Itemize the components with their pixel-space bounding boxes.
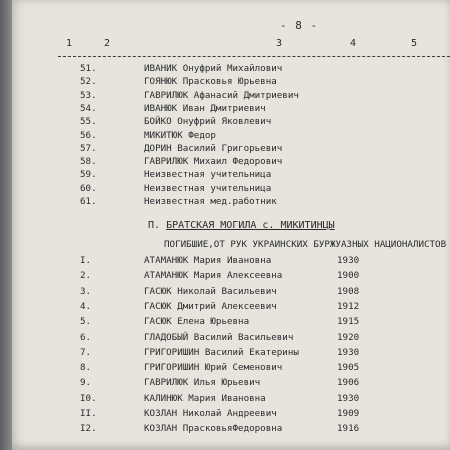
row-number: 4. [80,300,92,312]
row-number: II. [80,408,97,419]
row-number: 60. [80,182,97,194]
row-year: 1930 [337,255,360,266]
row-number: 9. [80,377,92,389]
row-name: ГАВРИЛЮК Афанасий Дмитриевич [144,89,299,101]
section-prefix: П. [148,220,161,231]
row-number: 56. [80,129,97,141]
row-year: 1916 [337,423,360,435]
row-number: 8. [80,362,92,374]
row-year: 1930 [337,392,360,404]
row-name: АТАМАНЮК Мария Алексеевна [144,270,283,282]
row-name: Неизвестная мед.работник [144,196,277,207]
row-year: 1906 [337,377,360,389]
column-header-1: 1 [66,38,73,49]
page-number: - 8 - [280,19,319,32]
row-number: 51. [80,63,97,74]
row-name: ГОЯНЮК Прасковья Юрьевна [144,76,277,88]
row-year: 1912 [337,300,360,312]
column-header-3: 3 [276,38,283,49]
row-year: 1915 [337,316,360,328]
row-name: ГАСЮК Елена Юрьевна [144,316,250,328]
row-name: ДОРИН Василий Григорьевич [144,142,283,154]
row-name: ГАВРИЛЮК Михаил Федорович [144,156,283,168]
column-header-5: 5 [411,38,418,49]
row-number: I0. [80,392,97,404]
row-number: 57. [80,142,97,154]
row-number: 2. [80,270,92,282]
row-name: КАЛИНЮК Мария Ивановна [144,392,266,404]
section-subtitle: ПОГИБШИЕ,ОТ РУК УКРАИНСКИХ БУРЖУАЗНЫХ НАЦИОНАЛИСТОВ [164,239,447,250]
row-number: 3. [80,285,92,297]
table-header [58,38,450,56]
row-name: ГЛАДОБЫЙ Василий Васильевич [144,331,294,343]
row-year: 1905 [337,362,360,374]
row-number: 54. [80,102,97,114]
row-name: ГАСЮК Дмитрий Алексеевич [144,300,277,312]
row-number: 53. [80,89,97,101]
row-name: Неизвестная учительница [144,182,272,194]
row-year: 1920 [337,331,360,343]
row-year: 1900 [337,270,360,282]
row-name: ИВАНИК Онуфрий Михайлович [144,63,283,74]
row-name: ГРИГОРИШИН Юрий Семенович [144,362,283,374]
row-number: 59. [80,169,97,181]
row-number: I. [80,255,92,266]
binding-edge [0,0,12,450]
row-name: ИВАНЮК Иван Дмитриевич [144,102,266,114]
row-name: БОЙКО Онуфрий Яковлевич [144,116,272,128]
row-number: 5. [80,316,92,328]
row-name: ГАВРИЛЮК Илья Юрьевич [144,377,261,389]
section-heading: БРАТСКАЯ МОГИЛА с. МИКИТИНЦЫ [166,220,335,231]
column-header-2: 2 [104,38,111,49]
row-number: 61. [80,196,97,207]
row-name: ГРИГОРИШИН Василий Екатерины [144,346,299,358]
row-name: КОЗЛАН Николай Андреевич [144,408,277,419]
row-year: 1930 [337,346,360,358]
row-number: 7. [80,346,92,358]
row-number: 58. [80,156,97,168]
row-name: Неизвестная учительница [144,169,272,181]
row-name: КОЗЛАН ПрасковьяФедоровна [144,423,283,435]
row-number: 52. [80,76,97,88]
document-page [10,0,450,450]
row-number: I2. [80,423,97,435]
row-name: МИКИТЮК Федор [144,129,216,141]
row-year: 1909 [337,408,360,419]
row-number: 55. [80,116,97,128]
section-title [148,220,335,231]
row-name: ГАСЮК Николай Васильевич [144,285,277,297]
row-year: 1908 [337,285,360,297]
header-divider [58,56,450,57]
column-header-4: 4 [350,38,357,49]
row-name: АТАМАНЮК Мария Ивановна [144,255,272,266]
row-number: 6. [80,331,92,343]
